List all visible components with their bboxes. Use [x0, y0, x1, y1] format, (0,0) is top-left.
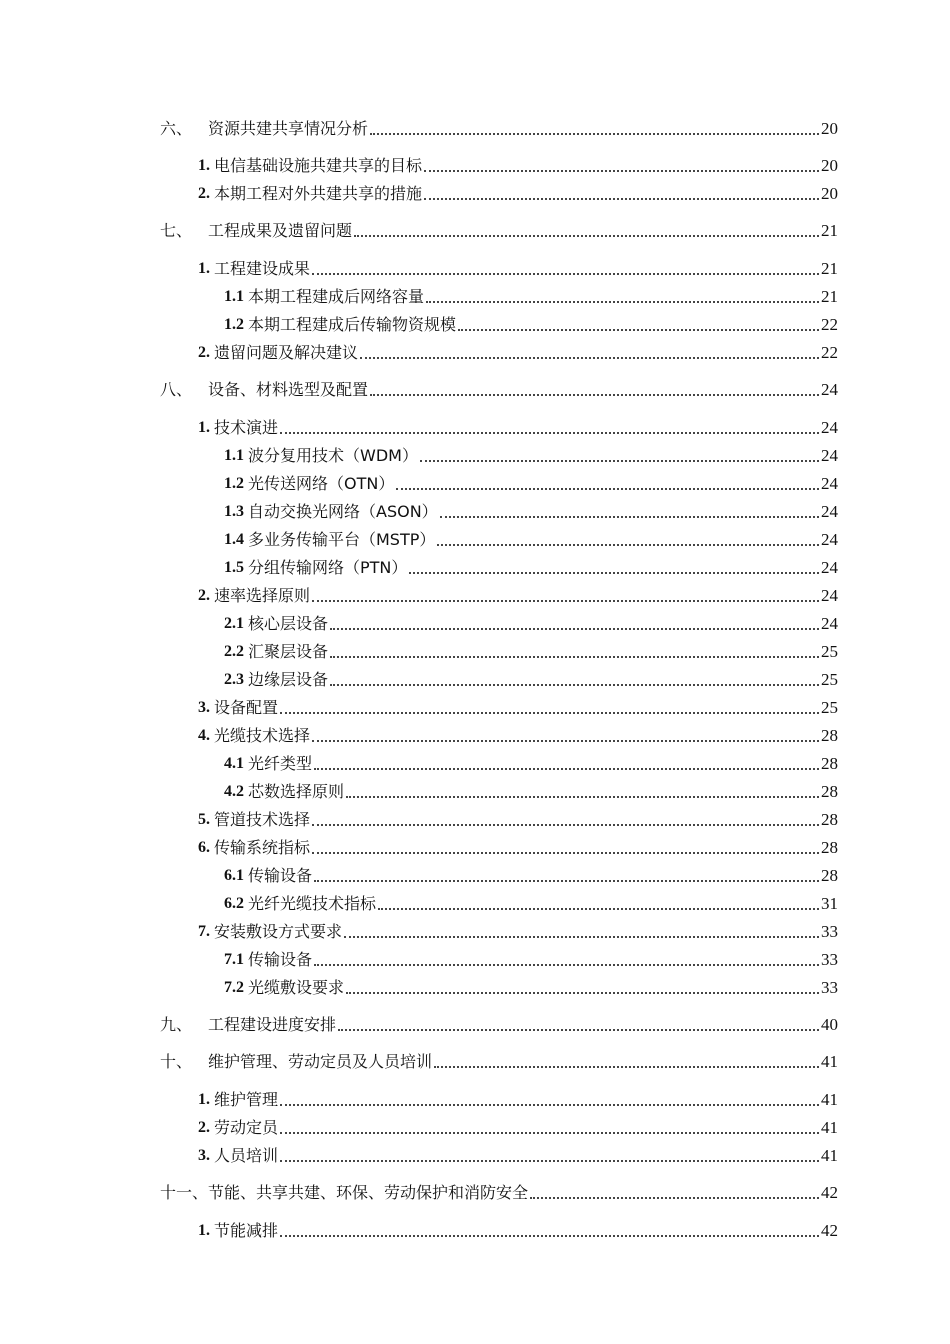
- toc-entry[interactable]: [224, 440, 838, 466]
- dot-leader: [280, 1231, 819, 1237]
- toc-entry[interactable]: [224, 309, 838, 335]
- toc-entry-page-number: 41: [821, 1146, 838, 1165]
- dot-leader: [312, 736, 819, 742]
- toc-entry[interactable]: [198, 412, 838, 438]
- toc-entry-number: 7.1: [224, 951, 244, 968]
- toc-entry-number: 1.: [198, 1222, 210, 1239]
- toc-entry[interactable]: [198, 1112, 838, 1138]
- toc-entry-number: 1.: [198, 1091, 210, 1108]
- toc-entry-page-number: 42: [821, 1221, 838, 1240]
- toc-entry-title: 工程建设成果: [214, 259, 311, 278]
- toc-entry-page-number: 20: [821, 156, 838, 175]
- toc-entry-title: 光纤光缆技术指标: [248, 894, 377, 913]
- toc-entry-title: 技术演进: [214, 418, 279, 437]
- toc-entry[interactable]: [224, 664, 838, 690]
- toc-entry-number: 1.: [198, 260, 210, 277]
- toc-entry-title: 光传送网络（OTN）: [248, 474, 395, 493]
- toc-entry-title: 光纤类型: [248, 754, 313, 773]
- dot-leader: [344, 932, 819, 938]
- toc-entry-number: 八、: [160, 380, 193, 399]
- toc-entry-title: 设备、材料选型及配置: [208, 380, 369, 399]
- toc-entry-number: 4.2: [224, 783, 244, 800]
- toc-entry-number: 3.: [198, 1147, 210, 1164]
- toc-entry[interactable]: [198, 720, 838, 746]
- toc-entry[interactable]: [224, 552, 838, 578]
- dot-leader: [420, 456, 819, 462]
- toc-entry-page-number: 33: [821, 922, 838, 941]
- toc-entry[interactable]: [224, 748, 838, 774]
- toc-entry-number: 2.3: [224, 671, 244, 688]
- dot-leader: [280, 428, 819, 434]
- dot-leader: [437, 540, 819, 546]
- dot-leader: [434, 1062, 819, 1068]
- toc-entry-title: 核心层设备: [248, 614, 329, 633]
- toc-entry[interactable]: [224, 636, 838, 662]
- dot-leader: [280, 1156, 819, 1162]
- toc-entry-number: 6.: [198, 839, 210, 856]
- toc-entry[interactable]: [160, 374, 838, 400]
- toc-entry-page-number: 33: [821, 950, 838, 969]
- toc-entry-number: 六、: [160, 119, 193, 138]
- toc-entry[interactable]: [224, 496, 838, 522]
- toc-entry-number: 6.1: [224, 867, 244, 884]
- toc-entry[interactable]: [224, 972, 838, 998]
- toc-entry[interactable]: [224, 860, 838, 886]
- toc-entry[interactable]: [198, 1084, 838, 1110]
- toc-entry-page-number: 22: [821, 315, 838, 334]
- dot-leader: [354, 231, 819, 237]
- toc-entry-page-number: 41: [821, 1090, 838, 1109]
- toc-entry[interactable]: [224, 776, 838, 802]
- toc-entry-page-number: 28: [821, 866, 838, 885]
- toc-entry-title: 资源共建共享情况分析: [208, 119, 369, 138]
- toc-entry[interactable]: [198, 832, 838, 858]
- toc-entry-title: 安装敷设方式要求: [214, 922, 343, 941]
- toc-entry-page-number: 40: [821, 1015, 838, 1034]
- dot-leader: [360, 353, 819, 359]
- toc-entry-page-number: 24: [821, 474, 838, 493]
- dot-leader: [314, 960, 819, 966]
- dot-leader: [330, 680, 819, 686]
- toc-entry[interactable]: [224, 608, 838, 634]
- dot-leader: [530, 1193, 819, 1199]
- toc-entry[interactable]: [198, 253, 838, 279]
- dot-leader: [330, 652, 819, 658]
- toc-entry-page-number: 25: [821, 698, 838, 717]
- dot-leader: [280, 708, 819, 714]
- toc-entry-title: 维护管理: [214, 1090, 279, 1109]
- toc-entry[interactable]: [224, 281, 838, 307]
- toc-entry-number: 七、: [160, 221, 193, 240]
- toc-entry[interactable]: [160, 215, 838, 241]
- toc-entry-title: 汇聚层设备: [248, 642, 329, 661]
- dot-leader: [424, 166, 819, 172]
- toc-entry-number: 2.: [198, 1119, 210, 1136]
- toc-entry-title: 设备配置: [214, 698, 279, 717]
- toc-entry[interactable]: [224, 524, 838, 550]
- dot-leader: [426, 297, 819, 303]
- toc-entry-number: 6.2: [224, 895, 244, 912]
- dot-leader: [314, 876, 819, 882]
- toc-entry[interactable]: [224, 468, 838, 494]
- toc-entry-page-number: 24: [821, 586, 838, 605]
- toc-entry[interactable]: [198, 804, 838, 830]
- toc-entry-title: 芯数选择原则: [248, 782, 345, 801]
- toc-entry-title: 传输设备: [248, 866, 313, 885]
- toc-entry-number: 1.2: [224, 475, 244, 492]
- toc-entry-title: 工程建设进度安排: [208, 1015, 337, 1034]
- toc-entry-page-number: 33: [821, 978, 838, 997]
- toc-entry[interactable]: [160, 1177, 838, 1203]
- toc-entry-page-number: 21: [821, 221, 838, 240]
- dot-leader: [370, 390, 819, 396]
- dot-leader: [424, 194, 819, 200]
- toc-entry-title: 速率选择原则: [214, 586, 311, 605]
- toc-entry-page-number: 24: [821, 418, 838, 437]
- toc-entry-number: 4.: [198, 727, 210, 744]
- toc-entry-number: 5.: [198, 811, 210, 828]
- toc-entry-number: 2.: [198, 587, 210, 604]
- toc-entry-page-number: 24: [821, 530, 838, 549]
- toc-entry-title: 管道技术选择: [214, 810, 311, 829]
- toc-entry-number: 7.2: [224, 979, 244, 996]
- toc-entry-title: 节能、共享共建、环保、劳动保护和消防安全: [208, 1183, 529, 1202]
- toc-entry-number: 1.5: [224, 559, 244, 576]
- dot-leader: [440, 512, 819, 518]
- toc-entry[interactable]: [198, 150, 838, 176]
- toc-entry-number: 2.: [198, 185, 210, 202]
- toc-entry-title: 本期工程建成后传输物资规模: [248, 315, 457, 334]
- toc-entry-title: 波分复用技术（WDM）: [248, 446, 418, 465]
- toc-entry-page-number: 31: [821, 894, 838, 913]
- toc-entry-title: 遗留问题及解决建议: [214, 343, 359, 362]
- toc-entry-page-number: 20: [821, 184, 838, 203]
- toc-entry-page-number: 41: [821, 1118, 838, 1137]
- toc-entry[interactable]: [198, 178, 838, 204]
- dot-leader: [280, 1128, 819, 1134]
- toc-entry[interactable]: [198, 916, 838, 942]
- dot-leader: [370, 129, 819, 135]
- toc-entry-page-number: 25: [821, 670, 838, 689]
- toc-entry-title: 本期工程建成后网络容量: [248, 287, 425, 306]
- toc-entry-page-number: 28: [821, 726, 838, 745]
- toc-entry[interactable]: [160, 1009, 838, 1035]
- toc-entry-page-number: 21: [821, 287, 838, 306]
- dot-leader: [312, 848, 819, 854]
- toc-entry-number: 2.2: [224, 643, 244, 660]
- toc-entry-number: 十、: [160, 1052, 193, 1071]
- toc-entry-page-number: 28: [821, 838, 838, 857]
- toc-entry-title: 光缆敷设要求: [248, 978, 345, 997]
- toc-entry[interactable]: [224, 944, 838, 970]
- toc-entry-number: 3.: [198, 699, 210, 716]
- toc-entry[interactable]: [198, 1215, 838, 1241]
- toc-entry-number: 4.1: [224, 755, 244, 772]
- toc-entry-number: 1.2: [224, 316, 244, 333]
- toc-entry-title: 多业务传输平台（MSTP）: [248, 530, 436, 549]
- dot-leader: [396, 484, 819, 490]
- toc-entry[interactable]: [198, 1140, 838, 1166]
- toc-entry-title: 人员培训: [214, 1146, 279, 1165]
- toc-entry-title: 维护管理、劳动定员及人员培训: [208, 1052, 433, 1071]
- toc-entry-page-number: 24: [821, 502, 838, 521]
- toc-entry-page-number: 41: [821, 1052, 838, 1071]
- toc-entry[interactable]: [198, 580, 838, 606]
- toc-entry-number: 7.: [198, 923, 210, 940]
- toc-entry-page-number: 28: [821, 810, 838, 829]
- toc-entry-number: 2.: [198, 344, 210, 361]
- dot-leader: [458, 325, 819, 331]
- toc-entry-title: 边缘层设备: [248, 670, 329, 689]
- toc-entry-page-number: 24: [821, 380, 838, 399]
- toc-entry-number: 1.1: [224, 288, 244, 305]
- dot-leader: [346, 792, 819, 798]
- toc-entry-title: 光缆技术选择: [214, 726, 311, 745]
- toc-entry-page-number: 42: [821, 1183, 838, 1202]
- toc-entry-title: 自动交换光网络（ASON）: [248, 502, 438, 521]
- toc-entry-page-number: 28: [821, 782, 838, 801]
- toc-entry[interactable]: [198, 337, 838, 363]
- dot-leader: [312, 269, 819, 275]
- toc-entry-page-number: 21: [821, 259, 838, 278]
- toc-entry-page-number: 20: [821, 119, 838, 138]
- toc-entry-title: 节能减排: [214, 1221, 279, 1240]
- dot-leader: [314, 764, 819, 770]
- toc-entry-page-number: 28: [821, 754, 838, 773]
- toc-entry-title: 本期工程对外共建共享的措施: [214, 184, 423, 203]
- toc-entry-title: 传输设备: [248, 950, 313, 969]
- toc-entry[interactable]: [160, 1046, 838, 1072]
- toc-entry-number: 九、: [160, 1015, 193, 1034]
- dot-leader: [346, 988, 819, 994]
- toc-entry-page-number: 22: [821, 343, 838, 362]
- toc-entry-page-number: 24: [821, 558, 838, 577]
- toc-entry-number: 十一、: [160, 1183, 209, 1202]
- toc-entry-page-number: 24: [821, 614, 838, 633]
- dot-leader: [338, 1025, 819, 1031]
- toc-entry-title: 工程成果及遗留问题: [208, 221, 353, 240]
- toc-entry-page-number: 25: [821, 642, 838, 661]
- dot-leader: [312, 596, 819, 602]
- toc-entry-title: 劳动定员: [214, 1118, 279, 1137]
- toc-entry-number: 1.1: [224, 447, 244, 464]
- dot-leader: [330, 624, 819, 630]
- toc-entry-number: 1.: [198, 157, 210, 174]
- toc-entry-number: 2.1: [224, 615, 244, 632]
- toc-entry-title: 传输系统指标: [214, 838, 311, 857]
- dot-leader: [378, 904, 819, 910]
- toc-entry[interactable]: [198, 692, 838, 718]
- toc-entry-title: 分组传输网络（PTN）: [248, 558, 408, 577]
- toc-entry[interactable]: [160, 113, 838, 139]
- toc-entry-number: 1.3: [224, 503, 244, 520]
- toc-entry[interactable]: [224, 888, 838, 914]
- dot-leader: [280, 1100, 819, 1106]
- toc-entry-number: 1.4: [224, 531, 244, 548]
- toc-entry-page-number: 24: [821, 446, 838, 465]
- dot-leader: [312, 820, 819, 826]
- toc-entry-number: 1.: [198, 419, 210, 436]
- toc-entry-title: 电信基础设施共建共享的目标: [214, 156, 423, 175]
- dot-leader: [409, 568, 819, 574]
